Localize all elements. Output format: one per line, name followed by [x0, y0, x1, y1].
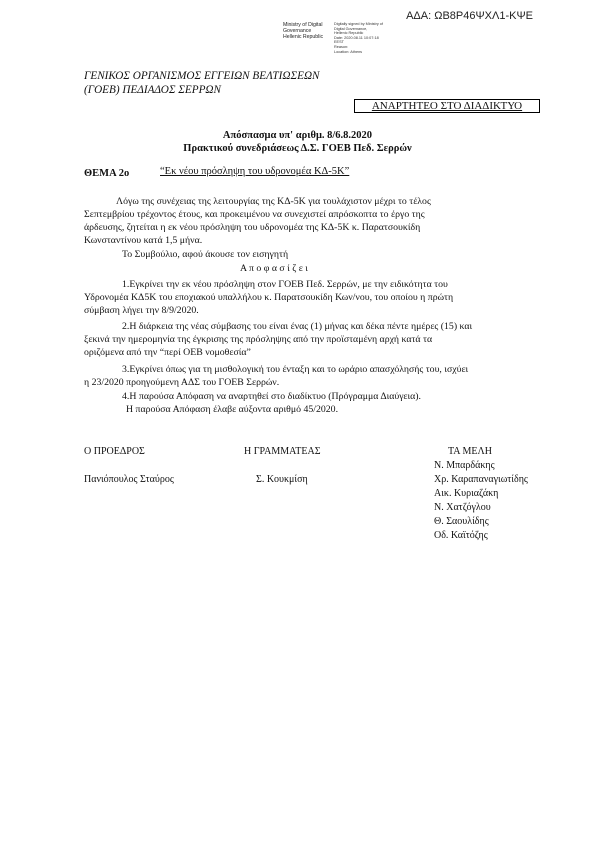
decision-item-line: σύμβαση λήγει την 8/9/2020. — [84, 305, 199, 316]
ada-code: ΑΔΑ: ΩΒ8Ρ46ΨΧΛ1-ΚΨΕ — [406, 10, 533, 22]
org-name-line-1: ΓΕΝΙΚΟΣ ΟΡΓΑΝΙΣΜΟΣ ΕΓΓΕΙΩΝ ΒΕΛΤΙΩΣΕΩΝ — [84, 70, 320, 82]
closing-line: Η παρούσα Απόφαση έλαβε αύξοντα αριθμό 45/2020. — [126, 404, 339, 415]
member-name: Ν. Χατζόγλου — [434, 502, 491, 513]
signature-detail: Hellenic Republic — [334, 31, 364, 36]
decides-heading: Α π ο φ α σ ί ζ ε ι — [240, 263, 308, 274]
decision-item-line: 3.Εγκρίνει όπως για τη μισθολογική του ένταξη και το ωράριο απασχόλησής του, ισχύει — [122, 364, 469, 375]
decision-item-line: 4.Η παρούσα Απόφαση να αναρτηθεί στο διαδίκτυο (Πρόγραμμα Διαύγεια). — [122, 391, 421, 402]
signature-detail: Reason: — [334, 44, 349, 49]
signature-label: Hellenic Republic — [283, 34, 324, 41]
intro-line: Κωνσταντίνου κατά 1,5 μήνα. — [84, 235, 203, 246]
signature-detail: EEST — [334, 40, 344, 45]
digital-signature-details — [334, 22, 383, 54]
member-name: Οδ. Καϊτόζης — [434, 530, 488, 541]
document-heading-1: Απόσπασμα υπ' αριθμ. 8/6.8.2020 — [222, 130, 373, 141]
internet-posting-badge: ΑΝΑΡΤΗΤΕΟ ΣΤΟ ΔΙΑΔΙΚΤΥΟ — [354, 99, 540, 113]
decision-item-line: 1.Εγκρίνει την εκ νέου πρόσληψη στον ΓΟΕΒ Πεδ. Σερρών, με την ειδικότητα του — [122, 279, 448, 290]
signature-label: Ministry of Digital — [283, 22, 323, 28]
decision-item-line: η 23/2020 προηγούμενη ΑΔΣ του ΓΟΕΒ Σερρών. — [84, 377, 280, 388]
member-name: Θ. Σαουλίδης — [434, 516, 489, 527]
president-name: Πανιόπουλος Σταύρος — [84, 474, 174, 485]
org-name-line-2: (ΓΟΕΒ) ΠΕΔΙΑΔΟΣ ΣΕΡΡΩΝ — [84, 84, 221, 96]
president-title: Ο ΠΡΟΕΔΡΟΣ — [84, 446, 145, 457]
document-heading-2: Πρακτικού συνεδριάσεως Δ.Σ. ΓΟΕΒ Πεδ. Σερρών — [183, 143, 412, 154]
secretary-title: Η ΓΡΑΜΜΑΤΕΑΣ — [244, 446, 321, 457]
digital-signature-labels — [283, 22, 323, 41]
secretary-name: Σ. Κουκμίση — [256, 474, 308, 485]
member-name: Χρ. Καραπαναγιωτίδης — [434, 474, 528, 485]
decision-item-line: 2.Η διάρκεια της νέας σύμβασης του είναι ένας (1) μήνας και δέκα πέντε ημέρες (15) και — [122, 321, 473, 332]
subject-label: ΘΕΜΑ 2ο — [84, 168, 130, 179]
decision-item-line: Υδρονομέα ΚΔ5Κ του εποχιακού υπαλλήλου κ. Παρατσουκίδη Κων/νου, του οποίου η πρώτη — [84, 292, 454, 303]
signature-detail: Digitally signed by Ministry of — [334, 22, 383, 26]
signature-detail: Date: 2020.08.11 10:07:18 — [334, 35, 379, 40]
member-name: Αικ. Κυριαζάκη — [434, 488, 499, 499]
members-title: ΤΑ ΜΕΛΗ — [448, 446, 492, 457]
decision-item-line: ξεκινά την ημερομηνία της έγκρισης της πρόσληψης από την προϊσταμένη αρχή κατά τα — [84, 334, 433, 345]
intro-line: Σεπτεμβρίου τρέχοντος έτους, και προκειμένου να συνεχιστεί απρόσκοπτα το έργο της — [84, 209, 425, 220]
decision-item-line: οριζόμενα από την “περί ΟΕΒ νομοθεσία” — [84, 347, 251, 358]
signature-label: Governance — [283, 28, 312, 35]
signature-detail: Location: Athens — [334, 49, 363, 54]
subject-title: “Εκ νέου πρόσληψη του υδρονομέα ΚΔ-5Κ” — [160, 166, 350, 177]
council-line: Το Συμβούλιο, αφού άκουσε τον εισηγητή — [122, 249, 289, 260]
signature-detail: Digital Governance, — [334, 26, 368, 31]
intro-line: Λόγω της συνέχειας της λειτουργίας της ΚΔ-5Κ για τουλάχιστον μέχρι το τέλος — [116, 196, 431, 207]
member-name: Ν. Μπαρδάκης — [434, 460, 495, 471]
intro-line: άρδευσης, ζητείται η εκ νέου πρόσληψη του υδρονομέα της ΚΔ-5Κ κ. Παρατσουκίδη — [84, 222, 421, 233]
